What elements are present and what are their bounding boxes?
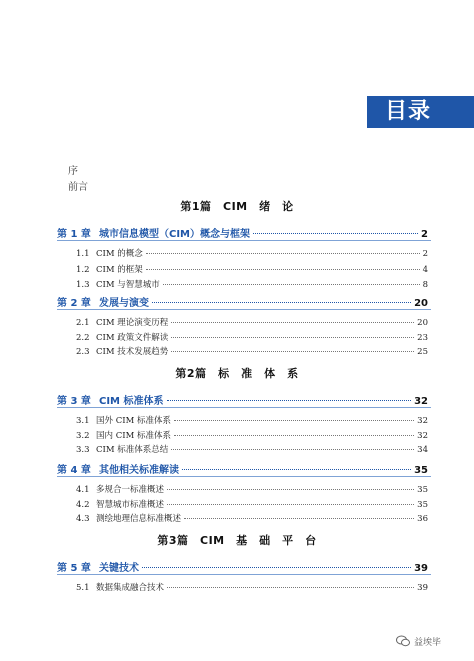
section-title: CIM 技术发展趋势 (96, 347, 169, 357)
section-number: 3.1 (76, 416, 90, 426)
section-page: 36 (417, 514, 428, 524)
section-page: 23 (417, 333, 428, 343)
section-number: 3.3 (76, 445, 90, 455)
chapter-3-entry[interactable] (57, 392, 428, 406)
section-number: 1.2 (76, 265, 90, 275)
leader-dots (182, 469, 411, 470)
section-1-3[interactable] (76, 278, 428, 290)
section-number: 2.3 (76, 347, 90, 357)
section-number: 4.3 (76, 514, 90, 524)
section-page: 34 (417, 445, 428, 455)
section-page: 39 (417, 583, 428, 593)
leader-dots (163, 284, 420, 285)
leader-dots (167, 489, 414, 490)
leader-dots (171, 449, 414, 450)
section-title: 智慧城市标准概述 (96, 500, 165, 510)
section-title: CIM 的概念 (96, 249, 143, 259)
section-4-1[interactable] (76, 483, 428, 495)
chapter-number: 第 1 章 (57, 229, 91, 240)
section-title: CIM 政策文件解读 (96, 333, 169, 343)
leader-dots (146, 269, 420, 270)
section-number: 2.2 (76, 333, 90, 343)
section-page: 32 (417, 431, 428, 441)
section-title: CIM 的框架 (96, 265, 143, 275)
leader-dots (174, 420, 414, 421)
leader-dots (167, 587, 414, 588)
section-number: 1.1 (76, 249, 90, 259)
section-title: 多规合一标准概述 (96, 485, 165, 495)
leader-dots (174, 435, 414, 436)
chapter-page: 20 (414, 298, 428, 309)
part-2-title: 第2篇 标 准 体 系 (175, 367, 299, 380)
chapter-rule (57, 476, 431, 477)
section-1-1[interactable] (76, 247, 428, 259)
section-page: 8 (422, 280, 428, 290)
section-page: 35 (417, 485, 428, 495)
toc-heading: 目录 (367, 96, 474, 128)
section-number: 4.1 (76, 485, 90, 495)
leader-dots (171, 322, 414, 323)
preface-entry-qianyan: 前言 (68, 182, 88, 193)
section-4-3[interactable] (76, 512, 428, 524)
chapter-1-entry[interactable] (57, 225, 428, 239)
chapter-page: 39 (414, 563, 428, 574)
leader-dots (171, 351, 414, 352)
watermark-text: 益埃毕 (414, 637, 442, 648)
chapter-rule (57, 574, 431, 575)
section-title: 测绘地理信息标准概述 (96, 514, 182, 524)
chapter-title: 发展与演变 (99, 298, 149, 309)
part-3-title: 第3篇 CIM 基 础 平 台 (157, 534, 317, 547)
section-number: 5.1 (76, 583, 90, 593)
chapter-number: 第 5 章 (57, 563, 91, 574)
leader-dots (167, 504, 414, 505)
chapter-rule (57, 407, 431, 408)
section-title: 国外 CIM 标准体系 (96, 416, 171, 426)
section-page: 4 (422, 265, 428, 275)
chapter-title: 其他相关标准解读 (99, 465, 179, 476)
section-3-3[interactable] (76, 443, 428, 455)
section-title: CIM 理论演变历程 (96, 318, 169, 328)
chapter-4-entry[interactable] (57, 461, 428, 475)
leader-dots (142, 567, 411, 568)
section-number: 3.2 (76, 431, 90, 441)
leader-dots (152, 302, 411, 303)
section-4-2[interactable] (76, 498, 428, 510)
chapter-number: 第 3 章 (57, 396, 91, 407)
section-3-2[interactable] (76, 429, 428, 441)
chapter-title: 关键技术 (99, 563, 139, 574)
chapter-5-entry[interactable] (57, 559, 428, 573)
section-3-1[interactable] (76, 414, 428, 426)
section-2-2[interactable] (76, 331, 428, 343)
section-page: 32 (417, 416, 428, 426)
chapter-page: 2 (421, 229, 428, 240)
section-number: 4.2 (76, 500, 90, 510)
chapter-title: 城市信息模型（CIM）概念与框架 (99, 229, 251, 240)
chapter-rule (57, 309, 431, 310)
section-number: 1.3 (76, 280, 90, 290)
chapter-page: 32 (414, 396, 428, 407)
section-title: 数据集成融合技术 (96, 583, 165, 593)
section-2-1[interactable] (76, 316, 428, 328)
section-title: CIM 与智慧城市 (96, 280, 160, 290)
chapter-2-entry[interactable] (57, 294, 428, 308)
section-title: CIM 标准体系总结 (96, 445, 169, 455)
chapter-page: 35 (414, 465, 428, 476)
watermark (396, 633, 456, 649)
leader-dots (184, 518, 414, 519)
section-page: 2 (422, 249, 428, 259)
chapter-number: 第 4 章 (57, 465, 91, 476)
chat-bubble-icon (396, 635, 410, 647)
chapter-rule (57, 240, 431, 241)
part-1-title: 第1篇 CIM 绪 论 (180, 200, 294, 213)
section-2-3[interactable] (76, 345, 428, 357)
leader-dots (171, 337, 414, 338)
section-number: 2.1 (76, 318, 90, 328)
section-title: 国内 CIM 标准体系 (96, 431, 171, 441)
leader-dots (253, 233, 418, 234)
section-page: 25 (417, 347, 428, 357)
chapter-number: 第 2 章 (57, 298, 91, 309)
section-5-1[interactable] (76, 581, 428, 593)
section-1-2[interactable] (76, 263, 428, 275)
section-page: 20 (417, 318, 428, 328)
chapter-title: CIM 标准体系 (99, 396, 164, 407)
preface-entry-xu: 序 (68, 166, 78, 177)
section-page: 35 (417, 500, 428, 510)
leader-dots (167, 400, 412, 401)
leader-dots (146, 253, 420, 254)
